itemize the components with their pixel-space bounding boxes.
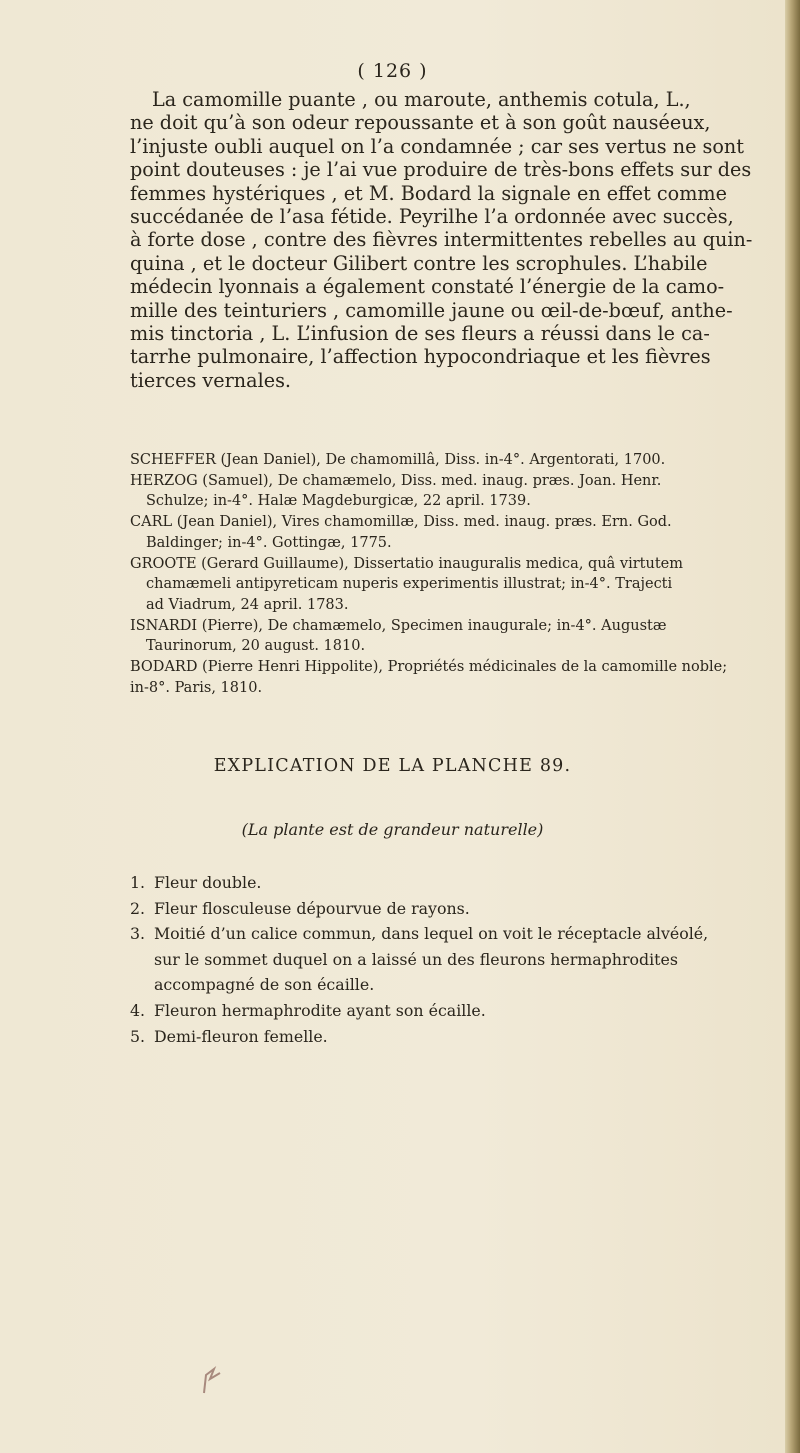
plate-subheading: (La plante est de grandeur naturelle) bbox=[241, 820, 544, 839]
paragraph-line: à forte dose , contre des fièvres intermittentes rebelles au quin- bbox=[130, 228, 753, 252]
reference-line: Schulze; in-4°. Halæ Magdeburgicæ, 22 april. 1739. bbox=[146, 493, 531, 510]
reference-line: Taurinorum, 20 august. 1810. bbox=[146, 638, 366, 655]
paragraph-line: médecin lyonnais a également constaté l’énergie de la camo- bbox=[130, 275, 725, 299]
list-item bbox=[130, 896, 780, 922]
body-paragraph bbox=[130, 88, 780, 392]
item-number: 2. bbox=[130, 898, 146, 918]
list-item-continuation: sur le sommet duquel on a laissé un des fleurons hermaphrodites bbox=[154, 949, 678, 969]
plate-explanation-list bbox=[130, 870, 780, 1049]
page-number: ( 126 ) bbox=[357, 60, 428, 82]
paragraph-line: La camomille puante , ou maroute, anthemis cotula, L., bbox=[152, 88, 691, 111]
list-item bbox=[130, 921, 780, 947]
item-number: 5. bbox=[130, 1026, 146, 1046]
list-item-continuation: accompagné de son écaille. bbox=[154, 975, 375, 995]
reference-line: CARL (Jean Daniel), Vires chamomillæ, Diss. med. inaug. præs. Ern. God. bbox=[130, 514, 672, 531]
reference-line: Baldinger; in-4°. Gottingæ, 1775. bbox=[146, 534, 392, 551]
reference-line: chamæmeli antipyreticam nuperis experimentis illustrat; in-4°. Trajecti bbox=[146, 576, 673, 593]
plate-heading: EXPLICATION DE LA PLANCHE 89. bbox=[213, 756, 572, 776]
bibliography bbox=[130, 450, 780, 698]
paragraph-line: femmes hystériques , et M. Bodard la signale en effet comme bbox=[130, 181, 727, 205]
paragraph-line: point douteuses : je l’ai vue produire de très-bons effets sur des bbox=[130, 158, 752, 182]
item-number: 4. bbox=[130, 1000, 146, 1020]
reference-line: HERZOG (Samuel), De chamæmelo, Diss. med. inaug. præs. Joan. Henr. bbox=[130, 472, 662, 489]
ink-mark-icon bbox=[200, 1365, 226, 1401]
list-item bbox=[130, 1024, 780, 1050]
list-item bbox=[130, 998, 780, 1024]
list-item bbox=[130, 870, 780, 896]
item-number: 1. bbox=[130, 873, 146, 892]
paragraph-line: quina , et le docteur Gilibert contre les scrophules. L’habile bbox=[130, 251, 708, 275]
paragraph-line: tarrhe pulmonaire, l’affection hypocondriaque et les fièvres bbox=[130, 345, 711, 369]
item-number: 3. bbox=[130, 924, 146, 944]
reference-line: ISNARDI (Pierre), De chamæmelo, Specimen inaugurale; in-4°. Augustæ bbox=[130, 617, 667, 634]
paragraph-line: succédanée de l’asa fétide. Peyrilhe l’a ordonnée avec succès, bbox=[130, 205, 734, 229]
reference-line: ad Viadrum, 24 april. 1783. bbox=[146, 596, 349, 613]
item-text: Fleuron hermaphrodite ayant son écaille. bbox=[154, 1000, 486, 1020]
reference-line: SCHEFFER (Jean Daniel), De chamomillâ, Diss. in-4°. Argentorati, 1700. bbox=[130, 452, 666, 468]
paragraph-line: ne doit qu’à son odeur repoussante et à son goût nauséeux, bbox=[130, 111, 711, 135]
item-text: Demi-fleuron femelle. bbox=[154, 1026, 328, 1046]
page-edge bbox=[785, 0, 800, 1453]
paragraph-line: l’injuste oubli auquel on l’a condamnée ; car ses vertus ne sont bbox=[130, 134, 744, 158]
paragraph-line: tierces vernales. bbox=[130, 368, 292, 392]
reference-line: BODARD (Pierre Henri Hippolite), Propriétés médicinales de la camomille noble; bbox=[130, 659, 728, 676]
item-text: Fleur double. bbox=[154, 873, 262, 892]
paragraph-line: mis tinctoria , L. L’infusion de ses fleurs a réussi dans le ca- bbox=[130, 322, 710, 346]
item-text: Fleur flosculeuse dépourvue de rayons. bbox=[154, 898, 470, 918]
paragraph-line: mille des teinturiers , camomille jaune ou œil-de-bœuf, anthe- bbox=[130, 298, 733, 322]
item-text: Moitié d’un calice commun, dans lequel on voit le réceptacle alvéolé, bbox=[154, 924, 709, 944]
reference-line: GROOTE (Gerard Guillaume), Dissertatio inauguralis medica, quâ virtutem bbox=[130, 555, 683, 572]
reference-line: in-8°. Paris, 1810. bbox=[130, 679, 263, 696]
